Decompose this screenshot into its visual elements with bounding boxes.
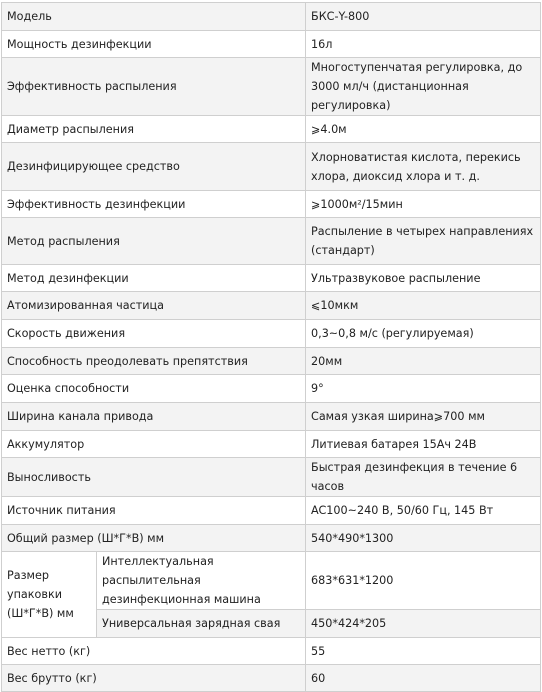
spec-label: Эффективность дезинфекции [2,191,306,218]
spec-label: Ширина канала привода [2,403,306,431]
spec-value: Хлорноватистая кислота, перекись хлора, диоксид хлора и т. д. [306,143,541,191]
spec-value: 16л [306,31,541,58]
spec-value: ⩽10мкм [306,292,541,320]
spec-row [2,403,541,431]
spec-label: Модель [2,3,306,31]
spec-value: ⩾1000м²/15мин [306,191,541,218]
spec-label: Вес брутто (кг) [2,665,306,692]
packing-item-value: 683*631*1200 [306,552,541,610]
spec-value: Литиевая батарея 15Ач 24В [306,431,541,458]
spec-value: 60 [306,665,541,692]
spec-row [2,31,541,58]
spec-table-body [2,3,541,692]
spec-value: Быстрая дезинфекция в течение 6 часов [306,458,541,497]
packing-item-value: 450*424*205 [306,610,541,638]
spec-value: 20мм [306,348,541,375]
spec-value: 9° [306,375,541,403]
spec-label: Диаметр распыления [2,116,306,143]
spec-row [2,3,541,31]
spec-value: Самая узкая ширина⩾700 мм [306,403,541,431]
spec-label: Дезинфицирующее средство [2,143,306,191]
spec-value: Многоступенчатая регулировка, до 3000 мл/ч (дистанционная регулировка) [306,58,541,116]
spec-label: Способность преодолевать препятствия [2,348,306,375]
spec-value: 540*490*1300 [306,525,541,552]
spec-row [2,320,541,348]
spec-value: ⩾4.0м [306,116,541,143]
spec-value: Ультразвуковое распыление [306,265,541,292]
spec-value: AC100~240 В, 50/60 Гц, 145 Вт [306,497,541,525]
spec-row [2,116,541,143]
spec-value: БКС-Y-800 [306,3,541,31]
spec-label: Метод распыления [2,218,306,265]
spec-value: 0,3~0,8 м/с (регулируемая) [306,320,541,348]
spec-label: Атомизированная частица [2,292,306,320]
spec-row [2,375,541,403]
spec-label: Эффективность распыления [2,58,306,116]
spec-row [2,143,541,191]
spec-row [2,458,541,497]
packing-size-label: Размер упаковки (Ш*Г*В) мм [2,552,97,638]
spec-row [2,265,541,292]
spec-row-packing [2,552,541,610]
spec-row [2,638,541,665]
spec-row [2,218,541,265]
spec-label: Общий размер (Ш*Г*В) мм [2,525,306,552]
spec-table [1,2,541,692]
spec-label: Источник питания [2,497,306,525]
spec-row [2,58,541,116]
spec-row [2,191,541,218]
spec-label: Вес нетто (кг) [2,638,306,665]
spec-row [2,348,541,375]
spec-value: 55 [306,638,541,665]
spec-row [2,665,541,692]
spec-row [2,292,541,320]
packing-item-name: Универсальная зарядная свая [97,610,306,638]
spec-row [2,525,541,552]
spec-label: Скорость движения [2,320,306,348]
spec-label: Оценка способности [2,375,306,403]
spec-value: Распыление в четырех направлениях (стандарт) [306,218,541,265]
spec-label: Выносливость [2,458,306,497]
spec-row [2,431,541,458]
spec-row [2,497,541,525]
spec-label: Метод дезинфекции [2,265,306,292]
spec-label: Аккумулятор [2,431,306,458]
packing-item-name: Интеллектуальная распылительная дезинфекционная машина [97,552,306,610]
spec-label: Мощность дезинфекции [2,31,306,58]
